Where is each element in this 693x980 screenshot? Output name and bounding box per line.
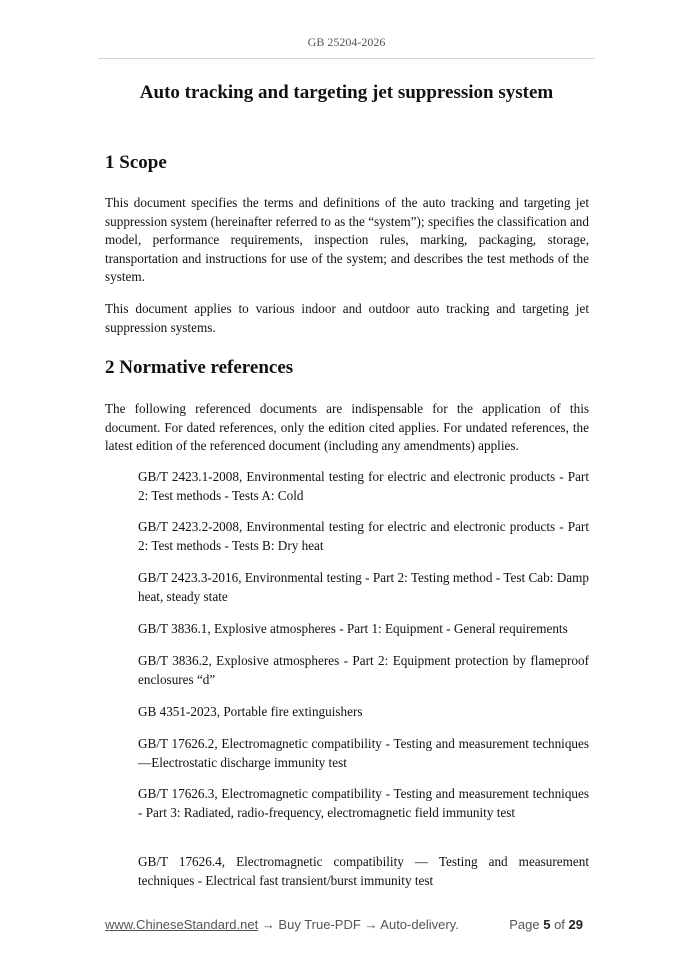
reference-item: GB 4351-2023, Portable fire extinguishers	[138, 704, 363, 719]
document-title: Auto tracking and targeting jet suppression system	[139, 82, 554, 103]
header-divider	[98, 58, 595, 59]
reference-item: GB/T 3836.2, Explosive atmospheres - Part 2: Equipment protection by flameproof enclosures “d”	[138, 653, 589, 687]
reference-item: GB/T 17626.3, Electromagnetic compatibility - Testing and measurement techniques - Part 3: Radiated, radio-frequency, electromagnetic field immunity test	[138, 786, 589, 820]
reference-item: GB/T 3836.1, Explosive atmospheres - Part 1: Equipment - General requirements	[138, 621, 568, 636]
page-label: Page	[509, 917, 540, 932]
promo-text: → Buy True-PDF → Auto-delivery.	[258, 917, 459, 932]
reference-item: GB/T 17626.2, Electromagnetic compatibility - Testing and measurement techniques—Electrostatic discharge immunity test	[138, 736, 589, 770]
reference-item: GB/T 17626.4, Electromagnetic compatibility — Testing and measurement techniques - Electrical fast transient/burst immunity test	[138, 854, 589, 888]
section-heading-normative-references: 2 Normative references	[105, 357, 294, 378]
page-footer	[105, 917, 589, 933]
site-link[interactable]: www.ChineseStandard.net	[105, 917, 259, 932]
reference-item: GB/T 2423.2-2008, Environmental testing for electric and electronic products - Part 2: Test methods - Tests B: Dry heat	[138, 519, 589, 553]
paragraph: The following referenced documents are indispensable for the application of this document. For dated references, only the edition cited applies. For undated references, the latest edition of the referenced document (including any amendments) applies.	[105, 401, 589, 454]
footer-promo	[105, 917, 459, 932]
page-number	[509, 917, 583, 932]
reference-item: GB/T 2423.1-2008, Environmental testing for electric and electronic products - Part 2: Test methods - Tests A: Cold	[138, 469, 589, 503]
reference-item: GB/T 2423.3-2016, Environmental testing - Part 2: Testing method - Test Cab: Damp heat, steady state	[138, 570, 589, 604]
section-heading-scope: 1 Scope	[105, 152, 167, 173]
page-current: 5	[543, 917, 551, 932]
paragraph: This document applies to various indoor and outdoor auto tracking and targeting jet suppression systems.	[105, 301, 589, 335]
page-of-label: of	[554, 917, 565, 932]
standard-code: GB 25204-2026	[307, 35, 386, 49]
page-total: 29	[568, 917, 583, 932]
paragraph: This document specifies the terms and definitions of the auto tracking and targeting jet suppression system (hereinafter referred to as the “system”); specifies the classification and model, performance requirements, inspection rules, marking, packaging, storage, transportation and instructions for use of the system; and describes the test methods of the system.	[105, 195, 589, 285]
